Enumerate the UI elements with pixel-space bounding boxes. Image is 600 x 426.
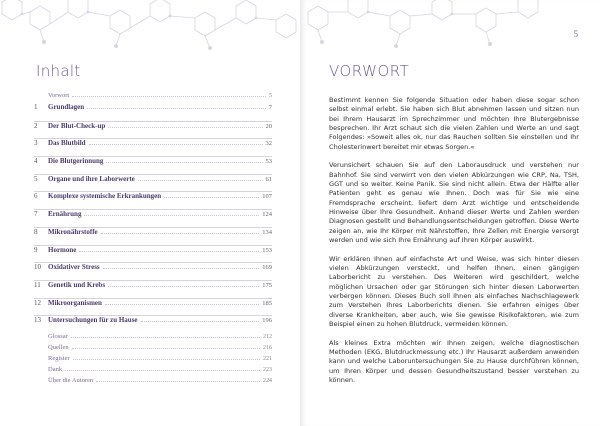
toc-entry [34, 138, 272, 156]
toc-entry-page: 185 [262, 299, 272, 307]
toc-entry [34, 315, 272, 333]
toc-entry-title: Oxidativer Stress [48, 263, 100, 272]
toc-entry-page: 53 [265, 158, 272, 166]
toc-entry [34, 156, 272, 174]
toc-entry-title: Mikronährstoffe [48, 227, 98, 236]
toc-dot-leader [108, 123, 262, 128]
toc-entry-title: Quellen [48, 343, 69, 351]
toc-dot-leader [72, 92, 266, 97]
toc-entry-title: Die Blutgerinnung [48, 157, 104, 166]
toc-entry-page: 223 [263, 366, 272, 373]
toc-entry-title: Mikroorganismen [48, 298, 102, 307]
toc-entry-title: Untersuchungen für zu Hause [48, 316, 138, 325]
toc-dot-leader [73, 355, 260, 360]
toc-entry-number: 1 [34, 103, 38, 111]
toc-entry-title: Komplexe systemische Erkrankungen [48, 192, 162, 201]
toc-entry-page: 216 [263, 344, 272, 351]
toc-entry-number: 9 [34, 245, 38, 254]
foreword-paragraph-4: Als kleines Extra möchten wir Ihnen zeigen, welche diagnostischen Methoden (EKG, Blutdruckmessung etc.) Ihr Hausarzt außerdem anwenden kann und welche Laboruntersuchungen Sie zu Hause durchführen können, um Ihren Körper und dessen Gesundheitszustand besser verstehen zu können. [329, 338, 579, 385]
toc-entry [34, 92, 272, 103]
toc-entry-title: Genetik und Krebs [48, 280, 106, 289]
toc-entry-page: 221 [263, 355, 272, 362]
toc-entry-number: 3 [34, 139, 38, 148]
toc-dot-leader [108, 282, 259, 287]
toc-dot-leader [138, 176, 263, 181]
toc-dot-leader [101, 229, 260, 234]
toc-entry [34, 366, 272, 377]
toc-entry-number: 6 [34, 192, 38, 201]
toc-dot-leader [105, 300, 259, 305]
page-number: 5 [573, 29, 578, 39]
toc-entry-page: 7 [268, 104, 272, 111]
toc-entry-number: 11 [34, 280, 41, 289]
toc-entry-page: 32 [265, 140, 272, 148]
toc-entry-page: 20 [265, 122, 272, 130]
toc-dot-leader [84, 211, 259, 216]
toc-entry-page: 175 [262, 281, 272, 289]
toc-entry-number: 4 [34, 157, 38, 166]
toc-entry [34, 103, 272, 121]
toc-entry-page: 212 [263, 333, 272, 340]
toc-entry [34, 227, 272, 245]
toc-entry-page: 169 [262, 264, 272, 272]
toc-entry-page: 196 [262, 317, 272, 325]
toc-entry-title: Das Blutbild [48, 139, 86, 148]
toc-entry [34, 280, 272, 298]
toc-entry-page: 61 [265, 175, 272, 183]
toc-entry-number: 10 [34, 263, 41, 272]
toc-entry [34, 377, 272, 388]
toc-entry-title: Hormone [48, 245, 77, 254]
toc-entry-number: 12 [34, 298, 41, 307]
toc-entry-page: 124 [262, 211, 272, 219]
toc-entry-page: 134 [262, 228, 272, 236]
toc-title: Inhalt [36, 62, 81, 80]
toc-entry-title: Grundlagen [48, 103, 85, 111]
toc-dot-leader [71, 333, 260, 338]
toc-dot-leader [106, 158, 262, 163]
table-of-contents [34, 92, 272, 388]
toc-entry [34, 262, 272, 280]
toc-entry-title: Organe und ihre Laborwerte [48, 174, 135, 183]
toc-dot-leader [103, 264, 260, 269]
foreword-title: VORWORT [329, 62, 410, 80]
toc-entry [34, 298, 272, 316]
toc-entry-title: Ernährung [48, 210, 82, 219]
toc-entry-page: 5 [269, 93, 272, 99]
toc-entry-number: 13 [34, 316, 41, 325]
toc-entry [34, 344, 272, 355]
toc-dot-leader [65, 366, 260, 371]
toc-entry-number: 2 [34, 121, 38, 130]
toc-entry-number: 8 [34, 227, 38, 236]
toc-entry-title: Über die Autoren [48, 376, 94, 384]
toc-entry-title: Vorwort [48, 92, 70, 99]
toc-dot-leader [164, 193, 259, 198]
toc-entry [34, 355, 272, 366]
toc-entry [34, 174, 272, 192]
foreword-paragraph-2: Verunsichert schauen Sie auf den Laborausdruck und verstehen nur Bahnhof. Sie sind verwirrt von den vielen Abkürzungen wie CRP, Na, TSH, GGT und so weiter. Keine Panik. Sie sind nicht allein. Etwa der Hälfte aller Patienten geht es genau wie Ihnen. Doch was für Sie wie eine Fremdsprache erscheint, liefert dem Arzt wichtige und entscheidende Hinweise über Ihre Gesundheit. Anhand dieser Werte und Zahlen werden Diagnosen gestellt und Behandlungsentscheidungen getroffen. Diese Werte zeigen an, wie Ihr Körper mit Nährstoffen, Ihre Zellen mit Energie versorgt werden und wie sich Ihre Ernährung auf Ihren Körper auswirkt. [329, 161, 579, 245]
foreword-body [329, 96, 579, 395]
toc-entry-page: 107 [262, 193, 272, 201]
toc-entry [34, 121, 272, 139]
toc-entry-number: 7 [34, 210, 38, 219]
toc-entry-title: Register [48, 354, 70, 362]
molecule-decoration-right [300, 0, 600, 60]
toc-entry-title: Glossar [48, 332, 68, 340]
toc-dot-leader [89, 140, 263, 145]
right-page [300, 0, 600, 426]
toc-dot-leader [87, 104, 266, 109]
toc-dot-leader [72, 344, 260, 349]
toc-entry [34, 191, 272, 209]
foreword-paragraph-1: Bestimmt kennen Sie folgende Situation oder haben diese sogar schon selbst einmal erlebt. Sie haben sich Blut abnehmen lassen und sitzen nun bei Ihrem Hausarzt im Sprechzimmer und möchten Ihre Blutergebnisse besprechen. Ihr Arzt schaut sich die vielen Zahlen und Werte an und sagt Folgendes: »Soweit alles ok, nur das Rauchen sollten Sie einstellen und Ihr Cholesterinwert bereitet mir etwas Sorgen.« [329, 96, 579, 151]
toc-entry [34, 245, 272, 263]
toc-entry-number: 5 [34, 174, 38, 183]
toc-dot-leader [79, 247, 259, 252]
toc-entry-page: 153 [262, 246, 272, 254]
toc-entry-page: 224 [263, 377, 272, 384]
toc-entry [34, 333, 272, 344]
toc-entry-title: Dank [48, 365, 63, 373]
toc-dot-leader [96, 377, 260, 382]
toc-entry-title: Der Blut-Check-up [48, 121, 106, 130]
foreword-paragraph-3: Wir erklären Ihnen auf einfachste Art und Weise, was sich hinter diesen vielen Abkürzungen versteckt, und helfen Ihnen, einen gängigen Laborbericht zu verstehen. Des Weiteren wird geschildert, welche möglichen Ursachen oder gar Störungen sich hinter diesen Laborwerten verbergen können. Dieses Buch soll Ihnen als einfaches Nachschlagewerk zum Verstehen Ihres Laborberichts dienen. Sie erfahren einiges über diverse Krankheiten, aber auch, wie Sie gewisse Risikofaktoren, wie zum Beispiel einen zu hohen Blutdruck, vermeiden können. [329, 254, 579, 329]
molecule-decoration-left [0, 0, 300, 60]
toc-entry [34, 209, 272, 227]
toc-dot-leader [141, 317, 260, 322]
